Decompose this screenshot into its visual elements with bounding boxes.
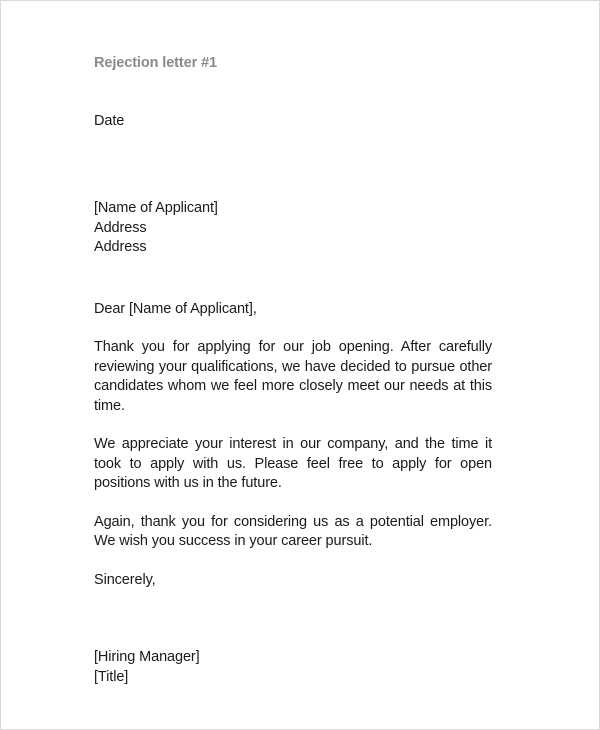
salutation: Dear [Name of Applicant],: [94, 300, 257, 317]
signature-title: [Title]: [94, 668, 129, 685]
letter-body: [94, 54, 492, 687]
recipient-address-line-2: Address: [94, 239, 147, 255]
paragraph-2: We appreciate your interest in our company, and the time it took to apply with us. Please feel free to apply for open positions with us in the future.: [94, 436, 492, 491]
letter-date: Date: [94, 112, 125, 129]
paragraph-3: Again, thank you for considering us as a potential employer. We wish you success in your career pursuit.: [94, 513, 492, 549]
signature-name: [Hiring Manager]: [94, 649, 200, 665]
signature-block: [94, 648, 492, 687]
recipient-name: [Name of Applicant]: [94, 200, 218, 216]
paragraph-1: Thank you for applying for our job opening. After carefully reviewing your qualifications, we have decided to pursue other candidates whom we feel more closely meet our needs at this time.: [94, 339, 492, 414]
recipient-block: [94, 199, 492, 258]
closing: Sincerely,: [94, 571, 156, 588]
document-title: Rejection letter #1: [94, 55, 218, 71]
recipient-address-line-1: Address: [94, 219, 147, 236]
